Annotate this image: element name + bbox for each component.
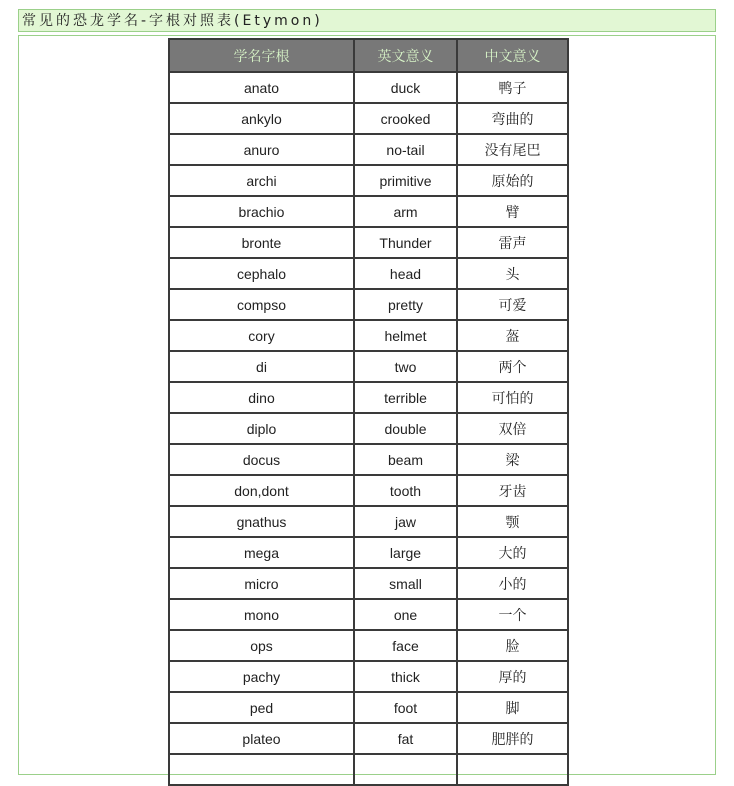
cell-english: arm (354, 196, 457, 227)
cell-root: mega (169, 537, 354, 568)
cell-chinese: 肥胖的 (457, 723, 568, 754)
cell-chinese: 没有尾巴 (457, 134, 568, 165)
header-root: 学名字根 (169, 39, 354, 72)
table-row (169, 661, 568, 692)
cell-root: dino (169, 382, 354, 413)
cell-chinese: 双倍 (457, 413, 568, 444)
table-row (169, 196, 568, 227)
cell-english: crooked (354, 103, 457, 134)
cell-root: archi (169, 165, 354, 196)
cell-english: face (354, 630, 457, 661)
cell-root: cory (169, 320, 354, 351)
cell-root: di (169, 351, 354, 382)
cell-chinese: 厚的 (457, 661, 568, 692)
cell-english: primitive (354, 165, 457, 196)
table-row (169, 475, 568, 506)
cell-chinese: 小的 (457, 568, 568, 599)
cell-english: beam (354, 444, 457, 475)
table-row (169, 382, 568, 413)
cell-root: docus (169, 444, 354, 475)
cell-root: brachio (169, 196, 354, 227)
cell-english: two (354, 351, 457, 382)
cell-root: pachy (169, 661, 354, 692)
cell-root: ankylo (169, 103, 354, 134)
cell-root: diplo (169, 413, 354, 444)
cell-english: large (354, 537, 457, 568)
cell-root (169, 754, 354, 785)
cell-chinese: 可怕的 (457, 382, 568, 413)
table-row (169, 723, 568, 754)
table-row (169, 630, 568, 661)
cell-english: tooth (354, 475, 457, 506)
table-row (169, 72, 568, 103)
table-row (169, 165, 568, 196)
cell-chinese: 头 (457, 258, 568, 289)
table-row (169, 568, 568, 599)
cell-english: double (354, 413, 457, 444)
cell-chinese: 脚 (457, 692, 568, 723)
cell-english: foot (354, 692, 457, 723)
cell-chinese: 梁 (457, 444, 568, 475)
cell-english: Thunder (354, 227, 457, 258)
table-row (169, 351, 568, 382)
table-row (169, 320, 568, 351)
cell-root: anuro (169, 134, 354, 165)
cell-root: anato (169, 72, 354, 103)
cell-english: small (354, 568, 457, 599)
table-row (169, 227, 568, 258)
cell-english: one (354, 599, 457, 630)
table-row (169, 103, 568, 134)
cell-chinese: 盔 (457, 320, 568, 351)
cell-chinese: 脸 (457, 630, 568, 661)
content-box (18, 35, 716, 775)
cell-chinese: 一个 (457, 599, 568, 630)
etymon-table (168, 38, 569, 786)
cell-root: don,dont (169, 475, 354, 506)
table-row (169, 599, 568, 630)
page-title: 常见的恐龙学名-字根对照表(Etymon) (18, 9, 716, 32)
table-row (169, 692, 568, 723)
cell-chinese: 可爱 (457, 289, 568, 320)
cell-root: bronte (169, 227, 354, 258)
table-row (169, 258, 568, 289)
cell-root: plateo (169, 723, 354, 754)
cell-chinese (457, 754, 568, 785)
cell-english: duck (354, 72, 457, 103)
cell-english (354, 754, 457, 785)
cell-english: fat (354, 723, 457, 754)
table-header-row (169, 39, 568, 72)
cell-english: thick (354, 661, 457, 692)
cell-root: cephalo (169, 258, 354, 289)
cell-chinese: 牙齿 (457, 475, 568, 506)
cell-chinese: 原始的 (457, 165, 568, 196)
cell-root: ops (169, 630, 354, 661)
header-english: 英文意义 (354, 39, 457, 72)
cell-chinese: 鸭子 (457, 72, 568, 103)
cell-english: helmet (354, 320, 457, 351)
cell-chinese: 雷声 (457, 227, 568, 258)
table-row (169, 537, 568, 568)
cell-root: ped (169, 692, 354, 723)
cell-chinese: 两个 (457, 351, 568, 382)
cell-chinese: 弯曲的 (457, 103, 568, 134)
table-row (169, 754, 568, 785)
cell-english: no-tail (354, 134, 457, 165)
cell-english: jaw (354, 506, 457, 537)
cell-root: compso (169, 289, 354, 320)
table-row (169, 413, 568, 444)
table-row (169, 289, 568, 320)
cell-english: pretty (354, 289, 457, 320)
cell-english: head (354, 258, 457, 289)
cell-root: gnathus (169, 506, 354, 537)
cell-chinese: 大的 (457, 537, 568, 568)
cell-chinese: 颚 (457, 506, 568, 537)
table-row (169, 134, 568, 165)
table-row (169, 506, 568, 537)
cell-chinese: 臂 (457, 196, 568, 227)
table-row (169, 444, 568, 475)
cell-english: terrible (354, 382, 457, 413)
cell-root: mono (169, 599, 354, 630)
cell-root: micro (169, 568, 354, 599)
header-chinese: 中文意义 (457, 39, 568, 72)
